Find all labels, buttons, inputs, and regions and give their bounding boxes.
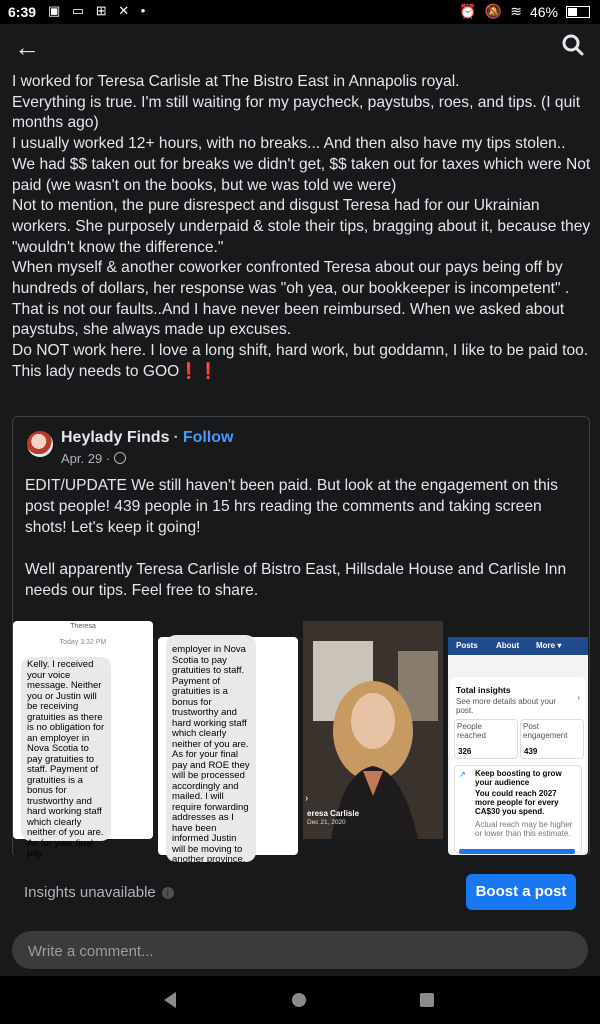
shared-post[interactable]: [12, 416, 590, 865]
nav-home-icon[interactable]: [292, 993, 306, 1007]
message-bubble: employer in Nova Scotia to pay gratuities to staff. Payment of gratuities is a bonus for trustworthy and hard working staff which clearly neither of you are. As for your final pay and ROE they will be processed accordingly and mailed. I will require forwarding addresses as I have been informed Justin will be moving to another province.: [166, 635, 256, 862]
system-nav-bar: [0, 976, 600, 1024]
system-icons: [459, 3, 590, 20]
insights-subtitle: See more details about your post.: [456, 697, 557, 715]
insights-label: Insights unavailable: [24, 884, 156, 901]
post-footer: [0, 856, 600, 926]
tab-more: More ▾: [536, 641, 562, 650]
page-name[interactable]: Heylady Finds: [61, 429, 170, 446]
portrait-image: [303, 621, 443, 839]
comment-input[interactable]: [26, 940, 570, 962]
post-line: We had $$ taken out for breaks we didn't get, $$ taken out for taxes which were Not paid (we wasn't on the books, but we was told we were): [12, 155, 591, 194]
wifi-icon: ≋: [510, 3, 522, 19]
status-bar: [0, 0, 600, 24]
back-arrow-icon[interactable]: ←: [14, 32, 40, 62]
boost-tip-text: You could reach 2027 more people for every CA$30 you spend.: [475, 789, 559, 816]
message-bubble: Kelly. I received your voice message. Neither you or Justin will be receiving gratuities as there is no obligation for an employer in Nova Scotia to pay gratuities to staff. Payment of gratuities is a bonus for trustworthy and hard working staff which clearly neither of you are. As for your final pay: [21, 657, 111, 841]
reached-label: People reached: [457, 722, 486, 740]
chevron-right-icon: ›: [577, 693, 580, 702]
boost-post-button[interactable]: Boost a post: [466, 874, 576, 910]
photo-portrait[interactable]: [303, 621, 443, 839]
tab-posts: Posts: [456, 641, 478, 650]
photo-sms-1[interactable]: [13, 621, 153, 859]
contact-name: Theresa: [70, 623, 96, 630]
shared-text-paragraph: EDIT/UPDATE We still haven't been paid. But look at the engagement on this post people! 439 people in 15 hrs reading the comments and taking screen shots! Let's keep it going!: [25, 477, 558, 536]
reached-box: [454, 719, 518, 759]
reached-value: 326: [458, 747, 472, 756]
follow-button[interactable]: Follow: [182, 429, 234, 446]
boost-tip-disclaimer: Actual reach may be higher or lower than this estimate.: [475, 820, 573, 838]
boost-tip: [454, 765, 582, 853]
photo-sms-2[interactable]: [158, 637, 298, 865]
photo-strip: [13, 615, 589, 865]
alarm-icon: ⏰: [459, 3, 477, 19]
post-line: Not to mention, the pure disrespect and disgust Teresa had for our Ukrainian workers. She purposely underpaid & stole their tips, bragging about it, because they "wouldn't know the difference.": [12, 197, 591, 256]
comment-bar: [12, 931, 588, 969]
post-body: [12, 72, 592, 383]
info-icon[interactable]: i: [162, 887, 174, 899]
clock: 6:39: [8, 4, 37, 20]
post-date: Apr. 29 ·: [61, 451, 126, 466]
post-line: Do NOT work here. I love a long shift, hard work, but goddamn, I like to be paid too.: [12, 342, 589, 360]
post-line: When myself & another coworker confronted Teresa about our pays being off by hundreds of dollars, her response was "oh yea, our bookkeeper is incompetent" . That is not our faults..And I have never been reimbursed. When we asked about paystubs, she always made up excuses.: [12, 259, 570, 339]
tab-about: About: [496, 641, 520, 650]
post-line: This lady needs to GOO: [12, 362, 180, 380]
battery-percent: 46%: [529, 3, 558, 20]
photo-date: Dec 21, 2020: [307, 819, 346, 826]
shared-post-text: [25, 475, 577, 622]
insights-status: [24, 884, 174, 901]
insights-card: [450, 677, 586, 853]
insights-title: Total insights: [456, 685, 511, 695]
insights-tabs: [448, 637, 588, 655]
mute-icon: 🔕: [484, 3, 503, 19]
chevron-left-icon: ›: [305, 793, 309, 804]
post-last-line: [12, 362, 592, 383]
notification-icons: ▣ ▭ ⊞ ✕ •: [48, 3, 150, 18]
nav-back-icon[interactable]: [164, 992, 176, 1008]
engagement-label: Post engagement: [523, 722, 568, 740]
search-icon[interactable]: [562, 34, 584, 56]
globe-icon: [114, 452, 126, 464]
post-date-text[interactable]: Apr. 29: [61, 451, 103, 466]
engagement-value: 439: [524, 747, 538, 756]
avatar[interactable]: [27, 431, 53, 457]
engagement-box: [520, 719, 584, 759]
photo-caption: eresa Carlisle: [307, 809, 360, 818]
shared-text-paragraph: Well apparently Teresa Carlisle of Bistro East, Hillsdale House and Carlisle Inn needs our tips. Feel free to share.: [25, 561, 567, 599]
page-header: Heylady Finds · Follow: [61, 429, 234, 446]
boost-tip-title: Keep boosting to grow your audience: [475, 769, 562, 787]
photo-insights[interactable]: [448, 637, 588, 855]
app-bar: [0, 24, 600, 70]
post-line: I worked for Teresa Carlisle at The Bistro East in Annapolis royal.: [12, 73, 460, 90]
nav-recents-icon[interactable]: [420, 993, 434, 1007]
exclamation-emoji: ❗❗: [179, 362, 219, 380]
message-time: Today 3:32 PM: [59, 639, 107, 646]
battery-icon: [566, 6, 590, 18]
post-line: I usually worked 12+ hours, with no breaks... And then also have my tips stolen..: [12, 135, 566, 153]
boost-tip-button: [459, 849, 575, 854]
post-line: Everything is true. I'm still waiting for my paycheck, paystubs, roes, and tips. (I quit months ago): [12, 93, 581, 132]
trend-icon: ↗: [459, 770, 466, 779]
